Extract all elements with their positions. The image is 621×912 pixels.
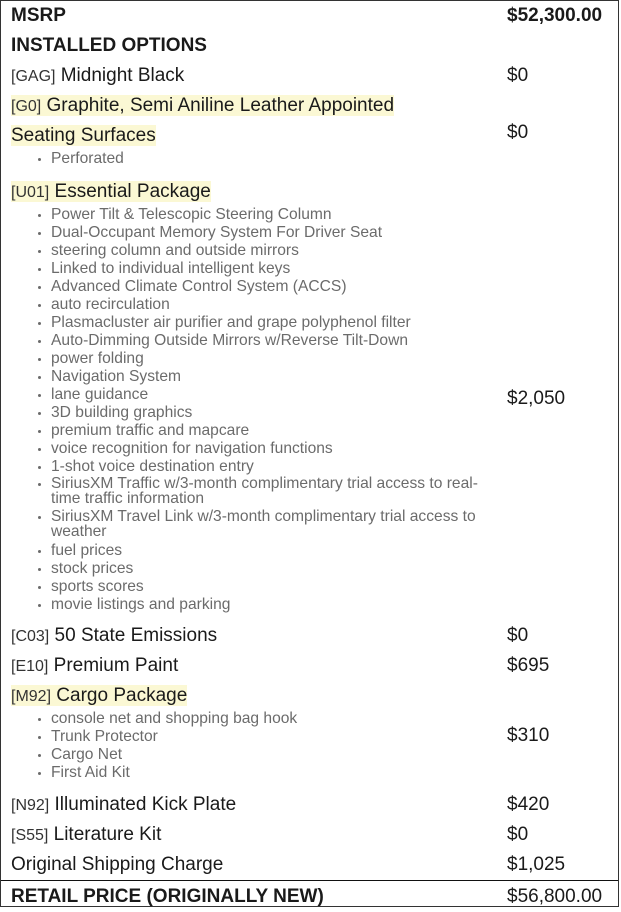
option-c03-price: $0 [507, 625, 529, 646]
feature-item: • Linked to individual intelligent keys [51, 260, 491, 278]
option-name: Premium Paint [53, 655, 179, 676]
option-n92-price: $420 [507, 794, 550, 815]
feature-item: • Dual-Occupant Memory System For Driver Seat [51, 224, 491, 242]
feature-item: • SiriusXM Traffic w/3-month complimentary trial access to real-time traffic information [51, 476, 491, 509]
feature-item: • Power Tilt & Telescopic Steering Column [51, 206, 491, 224]
option-code: [G0] [11, 98, 42, 115]
option-u01-price: $2,050 [507, 388, 566, 409]
feature-item: • power folding [51, 350, 491, 368]
feature-item: • SiriusXM Travel Link w/3-month complimentary trial access to weather [51, 509, 491, 542]
feature-item: • voice recognition for navigation functions [51, 440, 491, 458]
feature-item: • console net and shopping bag hook [51, 710, 491, 728]
feature-item: • movie listings and parking [51, 596, 491, 614]
option-g0-features [31, 150, 491, 168]
msrp-label: MSRP [11, 5, 66, 26]
option-name-line1: Graphite, Semi Aniline Leather Appointed [46, 95, 395, 116]
option-gag-price: $0 [507, 65, 529, 86]
option-m92-features [31, 710, 491, 782]
option-code: [M92] [11, 688, 52, 705]
feature-item: • premium traffic and mapcare [51, 422, 491, 440]
option-name-line2: Seating Surfaces [11, 125, 156, 146]
option-code: [GAG] [11, 68, 56, 85]
option-g0-line2 [11, 121, 156, 151]
feature-item: • 3D building graphics [51, 404, 491, 422]
option-code: [C03] [11, 628, 50, 645]
feature-item: • Navigation System [51, 368, 491, 386]
option-c03 [11, 621, 217, 652]
shipping-value: $1,025 [507, 854, 566, 875]
feature-item: • 1-shot voice destination entry [51, 458, 491, 476]
option-u01-features [31, 206, 491, 614]
total-divider [1, 880, 618, 881]
feature-item: • fuel prices [51, 542, 491, 560]
option-name: Illuminated Kick Plate [54, 794, 237, 815]
feature-item: • Trunk Protector [51, 728, 491, 746]
option-name: Midnight Black [60, 65, 185, 86]
option-e10 [11, 651, 178, 682]
retail-price-label: RETAIL PRICE (ORIGINALLY NEW) [11, 886, 324, 907]
installed-options-heading: INSTALLED OPTIONS [11, 35, 207, 56]
feature-item: • steering column and outside mirrors [51, 242, 491, 260]
option-name: 50 State Emissions [54, 625, 218, 646]
option-name: Cargo Package [56, 685, 188, 706]
option-gag [11, 61, 184, 92]
option-code: [U01] [11, 184, 50, 201]
option-u01 [11, 177, 211, 208]
feature-item: • First Aid Kit [51, 764, 491, 782]
option-g0-price: $0 [507, 122, 529, 143]
option-n92 [11, 790, 236, 821]
option-code: [S55] [11, 827, 49, 844]
option-s55-price: $0 [507, 824, 529, 845]
retail-price-value: $56,800.00 [507, 886, 603, 907]
feature-item: • stock prices [51, 560, 491, 578]
feature-item: • auto recirculation [51, 296, 491, 314]
feature-item: • Plasmacluster air purifier and grape polyphenol filter [51, 314, 491, 332]
option-m92 [11, 681, 187, 712]
feature-item: • Advanced Climate Control System (ACCS) [51, 278, 491, 296]
feature-item: • Perforated [51, 150, 491, 168]
msrp-value: $52,300.00 [507, 5, 603, 26]
option-name: Literature Kit [53, 824, 162, 845]
feature-item: • sports scores [51, 578, 491, 596]
option-code: [N92] [11, 797, 50, 814]
option-s55 [11, 820, 161, 851]
option-e10-price: $695 [507, 655, 550, 676]
option-code: [E10] [11, 658, 49, 675]
feature-item: • lane guidance [51, 386, 491, 404]
feature-item: • Cargo Net [51, 746, 491, 764]
shipping-label: Original Shipping Charge [11, 854, 224, 875]
option-g0 [11, 91, 394, 122]
option-name: Essential Package [54, 181, 211, 202]
option-m92-price: $310 [507, 725, 550, 746]
feature-item: • Auto-Dimming Outside Mirrors w/Reverse Tilt-Down [51, 332, 491, 350]
